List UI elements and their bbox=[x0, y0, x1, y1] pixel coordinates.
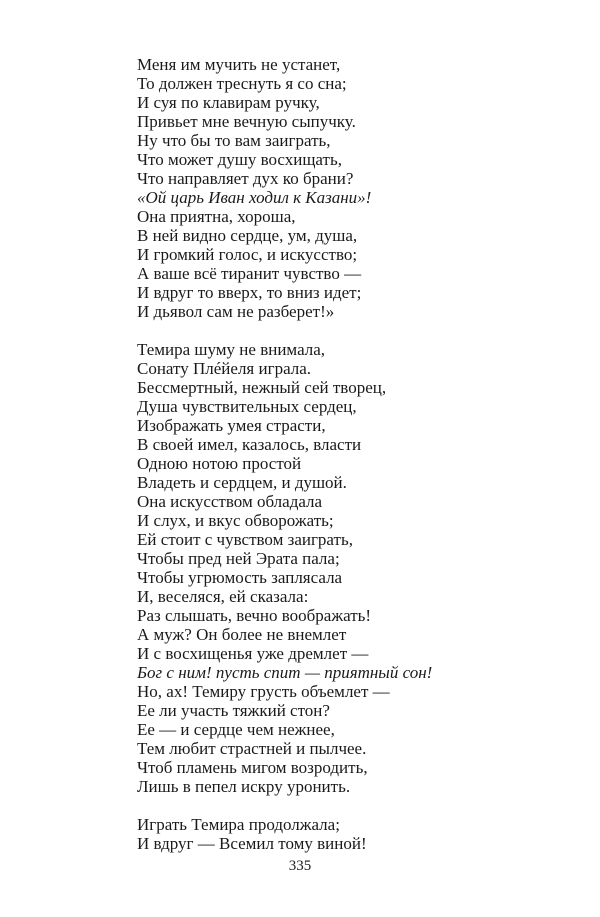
poem-line: И громкий голос, и искусство; bbox=[137, 245, 358, 264]
poem-line: Владеть и сердцем, и душой. bbox=[137, 473, 347, 492]
poem-line: А муж? Он более не внемлет bbox=[137, 625, 347, 644]
poem-line: Чтобы пред ней Эрата пала; bbox=[137, 549, 340, 568]
poem-line: Душа чувствительных сердец, bbox=[137, 397, 357, 416]
poem-line: Сонату Плéйеля играла. bbox=[137, 359, 312, 378]
poem-line: Изображать умея страсти, bbox=[137, 416, 326, 435]
poem-line: Ну что бы то вам заиграть, bbox=[137, 131, 331, 150]
poem-line: И дьявол сам не разберет!» bbox=[137, 302, 335, 321]
poem-line: Что может душу восхищать, bbox=[137, 150, 342, 169]
poem-line: Одною нотою простой bbox=[137, 454, 302, 473]
poem-line: Темира шуму не внимала, bbox=[137, 340, 326, 359]
poem-line: И суя по клавирам ручку, bbox=[137, 93, 320, 112]
stanza bbox=[137, 55, 577, 321]
stanza bbox=[137, 815, 577, 853]
poem-line: И слух, и вкус обворожать; bbox=[137, 511, 334, 530]
poem-line: Чтоб пламень мигом возродить, bbox=[137, 758, 368, 777]
poem-line: Ее — и сердце чем нежнее, bbox=[137, 720, 335, 739]
poem-line: Лишь в пепел искру уронить. bbox=[137, 777, 351, 796]
poem-line: Она искусством обладала bbox=[137, 492, 323, 511]
poem-line: Но, ах! Темиру грусть объемлет — bbox=[137, 682, 390, 701]
poem-line: Раз слышать, вечно воображать! bbox=[137, 606, 372, 625]
poem-line: Ее ли участь тяжкий стон? bbox=[137, 701, 330, 720]
poem-line: Бог с ним! пусть спит — приятный сон! bbox=[137, 663, 433, 682]
poem-line: И с восхищенья уже дремлет — bbox=[137, 644, 369, 663]
poem-line: Ей стоит с чувством заиграть, bbox=[137, 530, 353, 549]
poem-line: И, веселяся, ей сказала: bbox=[137, 587, 309, 606]
poem-line: «Ой царь Иван ходил к Казани»! bbox=[137, 188, 372, 207]
poem-line: И вдруг — Всемил тому виной! bbox=[137, 834, 367, 853]
poem-line: Тем любит страстней и пылчее. bbox=[137, 739, 367, 758]
poem-line: Меня им мучить не устанет, bbox=[137, 55, 341, 74]
stanza bbox=[137, 340, 577, 796]
page-number: 335 bbox=[288, 858, 312, 874]
poem-line: И вдруг то вверх, то вниз идет; bbox=[137, 283, 362, 302]
poem-line: В своей имел, казалось, власти bbox=[137, 435, 362, 454]
poem-line: Что направляет дух ко брани? bbox=[137, 169, 354, 188]
poem-text bbox=[137, 55, 577, 853]
poem-line: А ваше всё тиранит чувство — bbox=[137, 264, 362, 283]
poem-line: В ней видно сердце, ум, душа, bbox=[137, 226, 358, 245]
poem-line: Играть Темира продолжала; bbox=[137, 815, 340, 834]
poem-line: Бессмертный, нежный сей творец, bbox=[137, 378, 387, 397]
poem-line: То должен треснуть я со сна; bbox=[137, 74, 347, 93]
poem-line: Она приятна, хороша, bbox=[137, 207, 296, 226]
poem-line: Чтобы угрюмость заплясала bbox=[137, 568, 343, 587]
poem-line: Привьет мне вечную сыпучку. bbox=[137, 112, 356, 131]
